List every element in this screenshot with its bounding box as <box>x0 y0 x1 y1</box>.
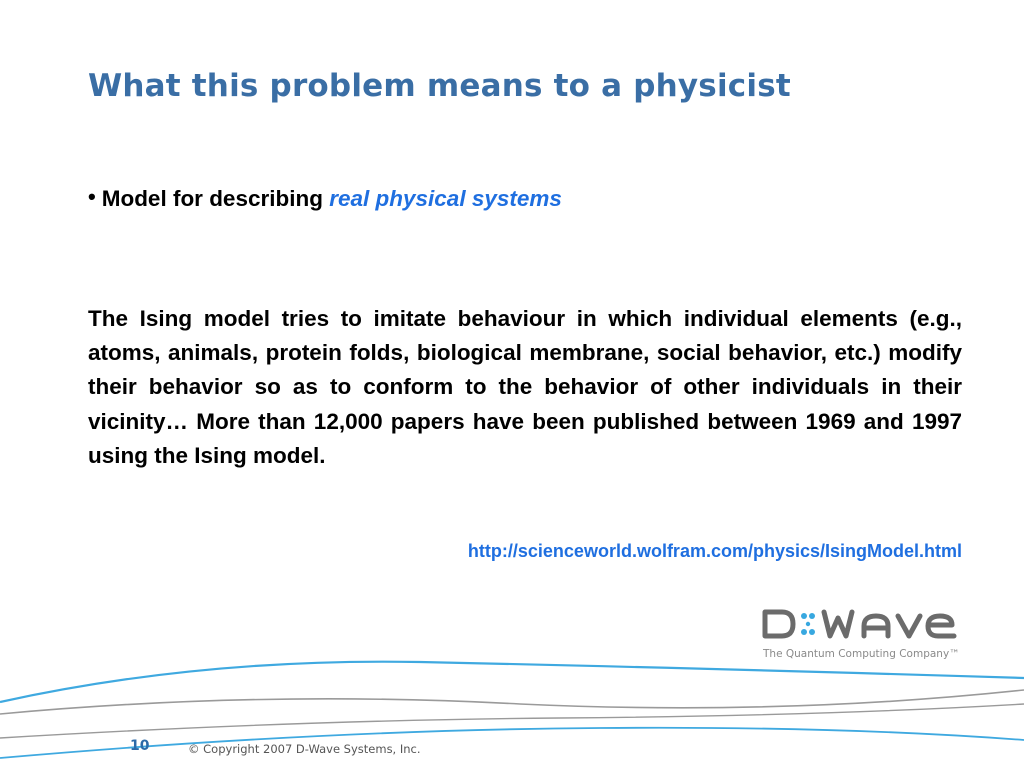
swoosh-blue-line-lower <box>0 728 1024 758</box>
body-paragraph: The Ising model tries to imitate behaviour in which individual elements (e.g., atoms, animals, protein folds, biological membrane, social behavior, etc.) modify their behavior so as to conform to the behavior of other individuals in their vicinity… More than 12,000 papers have been published between 1969 and 1997 using the Ising model. <box>88 306 962 468</box>
slide-title: What this problem means to a physicist <box>88 68 791 104</box>
reference-link[interactable]: http://scienceworld.wolfram.com/physics/IsingModel.html <box>467 541 962 561</box>
bullet-icon: • <box>88 184 96 209</box>
bullet-emphasis: real physical systems <box>329 186 562 211</box>
dwave-wordmark-graphic <box>765 612 954 636</box>
swoosh-gray-line-upper <box>0 690 1024 714</box>
footer-swoosh-decoration <box>0 640 1024 768</box>
page-number: 10 <box>130 738 150 754</box>
swoosh-blue-line <box>0 662 1024 702</box>
logo-tagline: The Quantum Computing Company™ <box>763 648 960 660</box>
bullet-item <box>88 186 562 212</box>
dwave-dots-icon <box>801 613 815 635</box>
swoosh-gray-line-lower <box>0 704 1024 738</box>
bullet-text: Model for describing <box>101 186 330 211</box>
copyright-notice: © Copyright 2007 D-Wave Systems, Inc. <box>188 742 421 756</box>
